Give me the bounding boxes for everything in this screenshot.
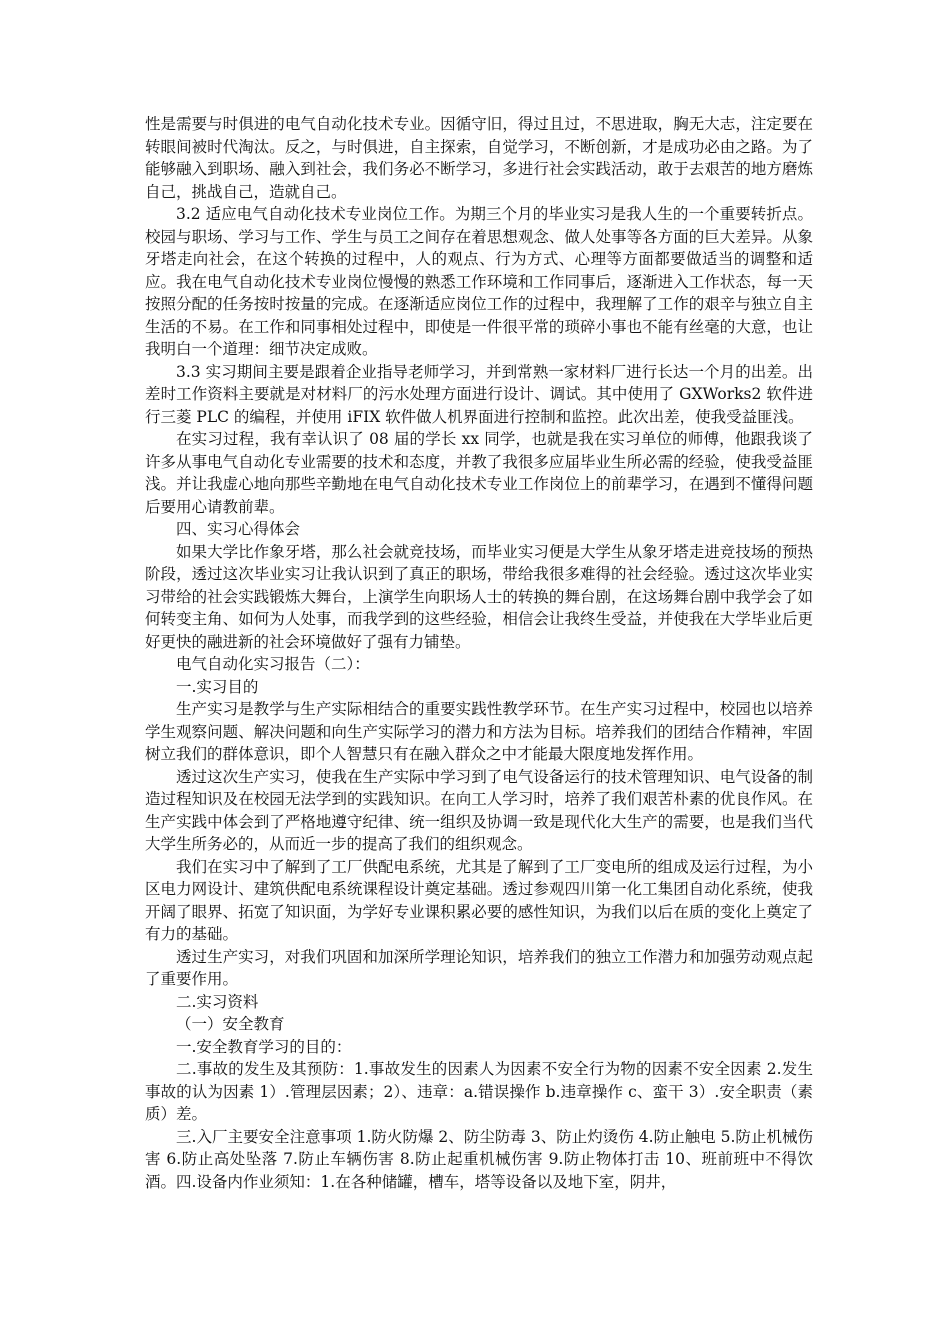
- heading-materials: 二.实习资料: [176, 992, 259, 1011]
- paragraph-mentor: 在实习过程，我有幸认识了 08 届的学长 xx 同学，也就是我在实习单位的师傅，他跟我谈了许多从事电气自动化专业需要的技术和态度，并教了我很多应届毕业生所必需的经验，使我受益匪浅。并让我虚心地向那些辛勤地在电气自动化技术专业工作岗位上的前辈学习，在遇到不懂得问题后要用心请教前辈。: [145, 430, 813, 516]
- document-page: [145, 113, 813, 1193]
- heading-report-2: 电气自动化实习报告（二）：: [176, 655, 370, 673]
- item-safety-purpose: 一.安全教育学习的目的：: [176, 1037, 352, 1056]
- paragraph-reflection: 如果大学比作象牙塔，那么社会就竞技场，而毕业实习便是大学生从象牙塔走进竞技场的预热阶段，透过这次毕业实习让我认识到了真正的职场，带给我很多难得的社会经验。透过这次毕业实习带给的社会实践锻炼大舞台，上演学生向职场人士的转换的舞台剧，在这场舞台剧中我学会了如何转变主角、如何为人处事，而我学到的这些经验，相信会让我终生受益，并使我在大学毕业后更好更快的融进新的社会环境做好了强有力铺垫。: [145, 542, 813, 651]
- heading-section-4: 四、实习心得体会: [176, 520, 301, 538]
- paragraph-1: 性是需要与时俱进的电气自动化技术专业。因循守旧，得过且过，不思进取，胸无大志，注定要在转眼间被时代淘汰。反之，与时俱进，自主探索，自觉学习，不断创新，才是成功必由之路。为了能够融入到职场、融入到社会，我们务必不断学习，多进行社会实践活动，敢于去艰苦的地方磨炼自己，挑战自己，造就自己。: [145, 115, 813, 201]
- paragraph-purpose-1: 生产实习是教学与生产实际相结合的重要实践性教学环节。在生产实习过程中，校园也以培养学生观察问题、解决问题和向生产实际学习的潜力和方法为目标。培养我们的团结合作精神，牢固树立我们的群体意识，即个人智慧只有在融入群众之中才能最大限度地发挥作用。: [145, 700, 813, 763]
- heading-purpose: 一.实习目的: [176, 677, 259, 696]
- item-safety-notes: 三.入厂主要安全注意事项 1.防火防爆 2、防尘防毒 3、防止灼烫伤 4.防止触电 5.防止机械伤害 6.防止高处坠落 7.防止车辆伤害 8.防止起重机械伤害 9.防止物体打击 10、班前班中不得饮酒。四.设备内作业须知：1.在各种储罐，槽车，塔等设备以及地下室，阴井，: [145, 1127, 813, 1191]
- paragraph-section-3-3: 3.3 实习期间主要是跟着企业指导老师学习，并到常熟一家材料厂进行长达一个月的出差。出差时工作资料主要就是对材料厂的污水处理方面进行设计、调试。其中使用了 GXWorks2 软件进行三菱 PLC 的编程，并使用 iFIX 软件做人机界面进行控制和监控。此次出差，使我受益匪浅。: [145, 362, 813, 426]
- item-accident-prevention: 二.事故的发生及其预防：1.事故发生的因素人为因素不安全行为物的因素不安全因素 2.发生事故的认为因素 1）.管理层因素；2）、违章：a.错误操作 b.违章操作 c、蛮干 3）.安全职责（素质）差。: [145, 1060, 813, 1123]
- paragraph-purpose-3: 我们在实习中了解到了工厂供配电系统，尤其是了解到了工厂变电所的组成及运行过程，为小区电力网设计、建筑供配电系统课程设计奠定基础。透过参观四川第一化工集团自动化系统，使我开阔了眼界、拓宽了知识面，为学好专业课积累必要的感性知识，为我们以后在质的变化上奠定了有力的基础。: [145, 857, 813, 943]
- heading-safety-education: （一）安全教育: [176, 1015, 285, 1033]
- paragraph-purpose-4: 透过生产实习，对我们巩固和加深所学理论知识，培养我们的独立工作潜力和加强劳动观点起了重要作用。: [145, 947, 813, 988]
- paragraph-purpose-2: 透过这次生产实习，使我在生产实际中学习到了电气设备运行的技术管理知识、电气设备的制造过程知识及在校园无法学到的实践知识。在向工人学习时，培养了我们艰苦朴素的优良作风。在生产实践中体会到了严格地遵守纪律、统一组织及协调一致是现代化大生产的需要，也是我们当代大学生所务必的，从而近一步的提高了我们的组织观念。: [145, 767, 813, 853]
- paragraph-section-3-2: 3.2 适应电气自动化技术专业岗位工作。为期三个月的毕业实习是我人生的一个重要转折点。校园与职场、学习与工作、学生与员工之间存在着思想观念、做人处事等各方面的巨大差异。从象牙塔走向社会，在这个转换的过程中，人的观点、行为方式、心理等方面都要做适当的调整和适应。我在电气自动化技术专业岗位慢慢的熟悉工作环境和工作同事后，逐渐进入工作状态，每一天按照分配的任务按时按量的完成。在逐渐适应岗位工作的过程中，我理解了工作的艰辛与独立自主生活的不易。在工作和同事相处过程中，即使是一件很平常的琐碎小事也不能有丝毫的大意，也让我明白一个道理：细节决定成败。: [145, 205, 813, 358]
